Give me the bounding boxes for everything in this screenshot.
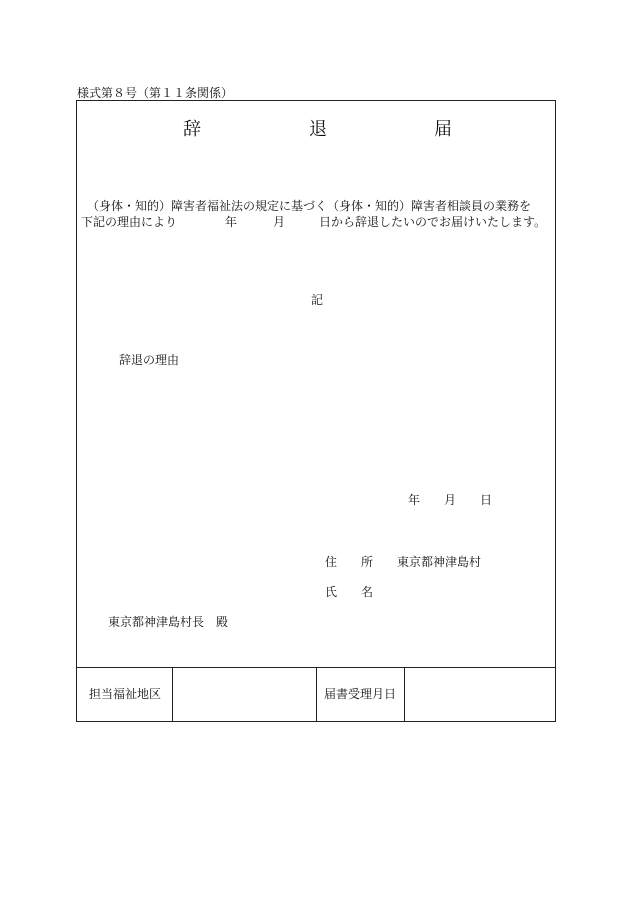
body-line-2-year: 年 [225,215,238,229]
receipt-date-label: 届書受理月日 [317,668,405,721]
ki-label: 記 [311,293,324,307]
body-line-2-prefix: 下記の理由により [81,215,178,229]
district-value-field[interactable] [173,668,317,721]
form-code: 様式第８号（第１１条関係） [77,86,234,100]
address-label-2: 所 [361,555,374,569]
title-char-3: 届 [434,119,452,140]
date-month: 月 [444,493,457,507]
form-frame [76,100,556,668]
body-line-2-suffix: 日から辞退したいのでお届けいたします。 [319,215,547,229]
name-label-1: 氏 [325,585,338,599]
office-use-table [76,668,556,722]
body-line-2-month: 月 [273,215,286,229]
address-label-1: 住 [325,555,338,569]
date-year: 年 [408,493,421,507]
receipt-date-field[interactable] [405,668,556,721]
district-label: 担当福祉地区 [77,668,173,721]
addressee: 東京都神津島村長 殿 [108,615,229,629]
body-line-1: （身体・知的）障害者福祉法の規定に基づく（身体・知的）障害者相談員の業務を [87,199,532,213]
title-char-1: 辞 [183,119,201,140]
title-char-2: 退 [309,119,327,140]
date-day: 日 [480,493,493,507]
reason-label: 辞退の理由 [119,353,180,367]
name-label-2: 名 [361,585,374,599]
address-value: 東京都神津島村 [397,555,482,569]
